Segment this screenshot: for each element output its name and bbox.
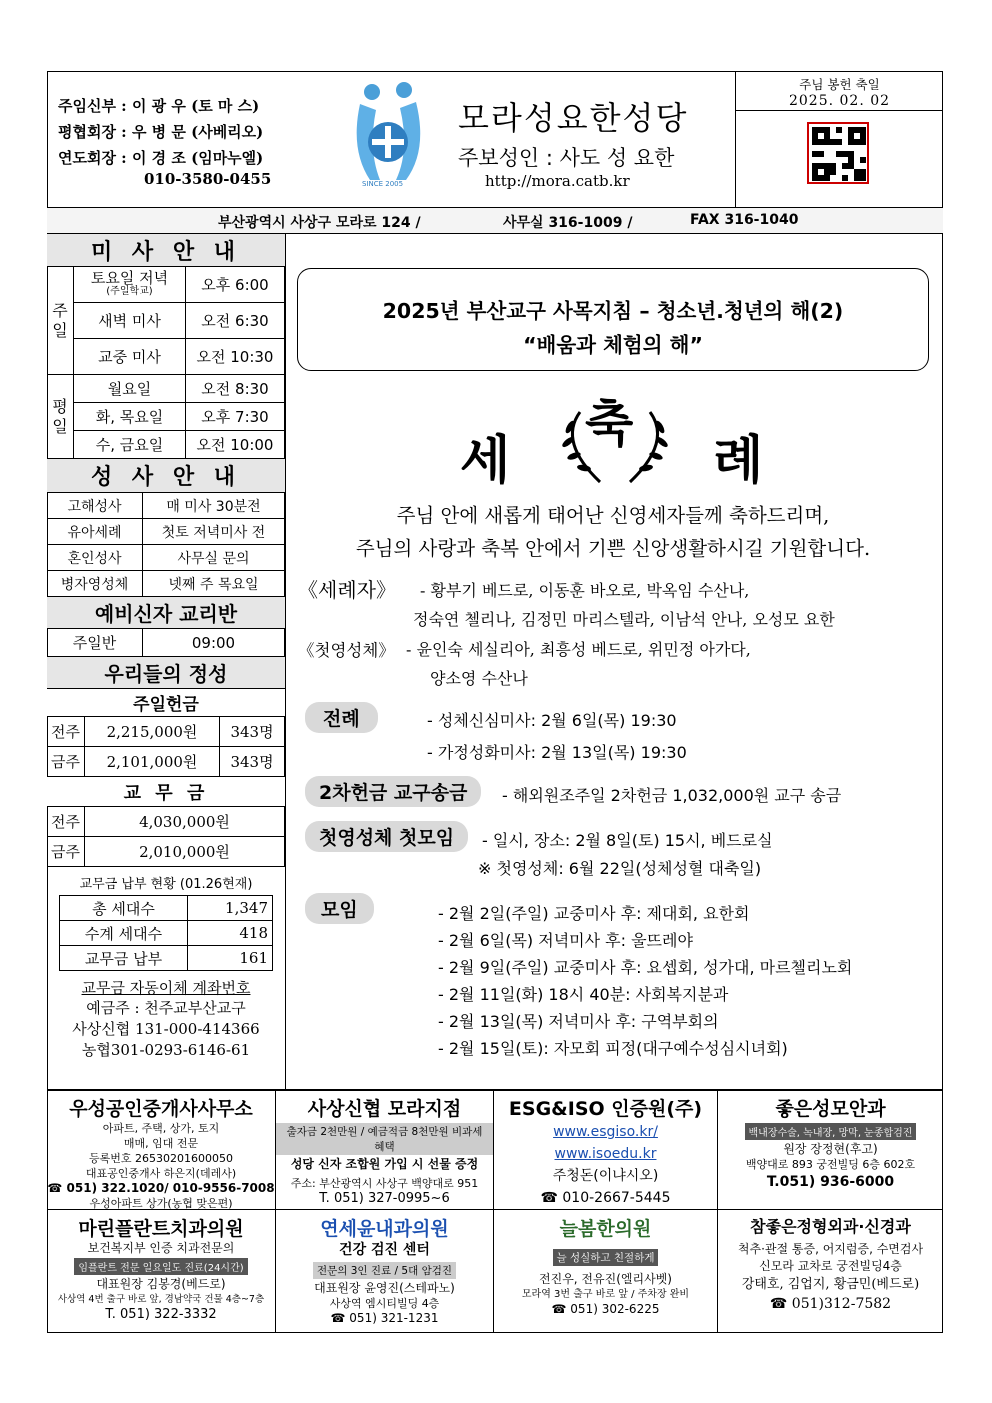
mass-title: 미 사 안 내 bbox=[47, 234, 285, 267]
sacrament-row bbox=[47, 493, 285, 519]
status-label: 수계 세대수 bbox=[60, 921, 188, 946]
account-title: 교무금 자동이체 계좌번호 bbox=[81, 979, 251, 997]
mass-row bbox=[74, 431, 285, 459]
mass-time: 오전 10:00 bbox=[186, 431, 285, 459]
section-title: 전례 bbox=[305, 702, 378, 733]
status-label: 총 세대수 bbox=[60, 896, 188, 921]
communion-line-2: 양소영 수산나 bbox=[430, 669, 528, 688]
mass-row bbox=[74, 375, 285, 403]
dues-amount: 2,010,000원 bbox=[85, 837, 285, 867]
offering-amount: 2,215,000원 bbox=[85, 717, 220, 747]
office-phone: 사무실 316-1009 / bbox=[503, 215, 633, 231]
section-title: 2차헌금 교구송금 bbox=[305, 776, 481, 807]
catechumen-row bbox=[47, 629, 285, 657]
staff-phone: 010-3580-0455 bbox=[144, 170, 272, 188]
ad-certification[interactable]: ESG&ISO 인증원(주) www.esgiso.kr/ www.isoedu.kr 주청돈(이냐시오) ☎ 010-2667-5445 bbox=[494, 1090, 718, 1210]
dues-status-title: 교무금 납부 현황 (01.26현재) bbox=[79, 877, 253, 892]
sacrament-value: 넷째 주 목요일 bbox=[143, 571, 285, 597]
greeting-line-1: 주님 안에 새롭게 태어난 신영세자들께 축하드리며, bbox=[396, 504, 830, 527]
mass-time: 오전 6:30 bbox=[186, 303, 285, 339]
sacrament-row bbox=[47, 545, 285, 571]
dues-status-table bbox=[59, 895, 273, 971]
offering-count: 343명 bbox=[220, 717, 285, 747]
banner-line-2: “배움과 체험의 해” bbox=[523, 333, 703, 357]
church-name: 모라성요한성당 bbox=[458, 99, 689, 137]
ad-realestate[interactable]: 우성공인중개사사무소 아파트, 주택, 상가, 토지 매매, 임대 전문 등록번호 26530201600050 대표공인중개사 하은지(데레사) ☎ 051) 322.1020/ 010-9556-7008 우성아파트 상가(농협 맞은편) bbox=[47, 1090, 276, 1210]
offering-amount: 2,101,000원 bbox=[85, 747, 220, 777]
mass-name: 새벽 미사 bbox=[74, 303, 186, 339]
weekday-label: 평일 bbox=[47, 375, 74, 459]
section-line: ※ 첫영성체: 6월 22일(성체성혈 대축일) bbox=[478, 859, 762, 878]
pastoral-banner bbox=[297, 268, 929, 371]
mass-name: 교중 미사 bbox=[74, 339, 186, 375]
address-bar bbox=[47, 207, 943, 234]
title-char-left: 세 bbox=[460, 431, 511, 491]
ad-title: 사상신협 모라지점 bbox=[307, 1098, 462, 1120]
section-line: - 2월 11일(화) 18시 40분: 사회복지분과 bbox=[438, 985, 729, 1004]
banner-line-1: 2025년 부산교구 사목지침 – 청소년.청년의 해(2) bbox=[382, 299, 844, 323]
account-line: 농협301-0293-6146-61 bbox=[81, 1041, 251, 1059]
staff-list bbox=[58, 92, 298, 196]
mass-row bbox=[74, 267, 285, 303]
ad-eye-clinic[interactable]: 좋은성모안과 백내장수술, 녹내장, 망막, 눈종합검진 원장 장정현(후고) 백양대로 893 궁전빌딩 6층 602호 T.051) 936-6000 bbox=[718, 1090, 943, 1210]
offering-row bbox=[47, 747, 285, 777]
baptized-line-1: - 황부기 베드로, 이동훈 바오로, 박옥임 수산나, bbox=[420, 581, 750, 600]
sacrament-name: 유아세례 bbox=[47, 519, 143, 545]
section-line: - 2월 2일(주일) 교중미사 후: 제대회, 요한회 bbox=[438, 904, 750, 923]
communion-label: 《첫영성체》 bbox=[298, 641, 395, 660]
church-url[interactable]: http://mora.catb.kr bbox=[485, 172, 630, 190]
patron-saint: 주보성인 : 사도 성 요한 bbox=[458, 146, 675, 170]
sunday-offering-title: 주일헌금 bbox=[47, 689, 285, 717]
offering-label: 금주 bbox=[47, 747, 85, 777]
status-value: 161 bbox=[188, 946, 273, 971]
bulletin-date: 2025. 02. 02 bbox=[788, 93, 891, 109]
section-title: 첫영성체 첫모임 bbox=[305, 821, 468, 852]
account-line: 예금주 : 천주교부산교구 bbox=[86, 999, 246, 1017]
section-line: - 가정성화미사: 2월 13일(목) 19:30 bbox=[427, 743, 687, 762]
sunday-name: 주님 봉헌 축일 bbox=[799, 77, 880, 92]
account-line: 사상신협 131-000-414366 bbox=[72, 1020, 260, 1038]
staff-row: 주임신부 : 이 광 우 (토 마 스) bbox=[58, 96, 260, 115]
catechumen-title: 예비신자 교리반 bbox=[47, 597, 285, 629]
offering-row bbox=[47, 717, 285, 747]
ad-orthopedics[interactable]: 참좋은정형외과·신경과 척추·관절 통증, 어지럼증, 수면검사 신모라 교차로 궁전빌딩4층 강태호, 김업지, 황금민(베드로) ☎ 051)312-7582 bbox=[718, 1210, 943, 1332]
sacrament-value: 첫토 저녁미사 전 bbox=[143, 519, 285, 545]
sacrament-value: 매 미사 30분전 bbox=[143, 493, 285, 519]
section-line: - 2월 15일(토): 자모회 피정(대구예수성심시녀회) bbox=[438, 1039, 788, 1058]
ad-internal-medicine[interactable]: 연세윤내과의원 건강 검진 센터 전문의 3인 진료 / 5대 암검진 대표원장 윤영진(스테파노) 사상역 엠시티빌딩 4층 ☎ 051) 321-1231 bbox=[276, 1210, 494, 1332]
mass-name: 월요일 bbox=[74, 375, 186, 403]
mass-time: 오전 10:30 bbox=[186, 339, 285, 375]
staff-row: 연도회장 : 이 경 조 (임마누엘) bbox=[58, 148, 264, 167]
mass-row bbox=[74, 339, 285, 375]
ad-dental[interactable]: 마린플란트치과의원 보건복지부 인증 치과전문의 임플란트 전문 일요일도 진료(24시간) 대표원장 김봉경(베드로) 사상역 4번 출구 바로 앞, 경남약국 건물 4층~7층 T. 051) 322-3332 bbox=[47, 1210, 276, 1332]
church-logo bbox=[346, 80, 430, 190]
date-box bbox=[735, 71, 943, 111]
sacrament-value: 사무실 문의 bbox=[143, 545, 285, 571]
section-title: 모임 bbox=[305, 893, 374, 924]
dues-label: 전주 bbox=[47, 807, 85, 837]
qr-code[interactable] bbox=[807, 122, 869, 184]
dues-amount: 4,030,000원 bbox=[85, 807, 285, 837]
mass-row bbox=[74, 403, 285, 431]
staff-row: 평협회장 : 우 병 문 (사베리오) bbox=[58, 122, 264, 141]
ad-title: 좋은성모안과 bbox=[775, 1098, 886, 1120]
church-address: 부산광역시 사상구 모라로 124 / bbox=[218, 215, 421, 231]
left-column bbox=[47, 234, 286, 1089]
mass-time: 오전 8:30 bbox=[186, 375, 285, 403]
divider bbox=[735, 111, 736, 207]
ad-title: 마린플란트치과의원 bbox=[78, 1218, 244, 1240]
dues-label: 금주 bbox=[47, 837, 85, 867]
dues-row bbox=[47, 837, 285, 867]
sacrament-name: 고해성사 bbox=[47, 493, 143, 519]
ad-title: 우성공인중개사사무소 bbox=[69, 1098, 253, 1120]
offering-label: 전주 bbox=[47, 717, 85, 747]
communion-line-1: - 윤인숙 세실리아, 최흥성 베드로, 위민정 아가다, bbox=[406, 640, 751, 659]
sacrament-row bbox=[47, 571, 285, 597]
sunday-label: 주일 bbox=[47, 267, 74, 375]
dues-row bbox=[47, 807, 285, 837]
section-line: - 2월 13일(목) 저녁미사 후: 구역부회의 bbox=[438, 1012, 719, 1031]
ad-title: 참좋은정형외과·신경과 bbox=[750, 1217, 911, 1236]
section-line: - 2월 9일(주일) 교중미사 후: 요셉회, 성가대, 마르첼리노회 bbox=[438, 958, 853, 977]
status-value: 1,347 bbox=[188, 896, 273, 921]
weekday-mass-group bbox=[47, 375, 285, 459]
baptized-line-2: 정숙연 첼리나, 김정민 마리스텔라, 이남석 안나, 오성모 요한 bbox=[413, 610, 835, 629]
mass-time: 오후 6:00 bbox=[186, 267, 285, 303]
mass-name: 화, 목요일 bbox=[74, 403, 186, 431]
status-row bbox=[60, 921, 273, 946]
mass-sub: (주일학교) bbox=[106, 285, 153, 297]
status-value: 418 bbox=[188, 921, 273, 946]
title-char-right: 례 bbox=[713, 431, 764, 491]
status-row bbox=[60, 896, 273, 921]
section-line: - 2월 6일(목) 저녁미사 후: 울뜨레야 bbox=[438, 931, 693, 950]
status-label: 교무금 납부 bbox=[60, 946, 188, 971]
ad-oriental-clinic[interactable]: 늘봄한의원 늘 성실하고 친절하게 전진우, 전유진(엘리사벳) 모라역 3번 출구 바로 앞 / 주차장 완비 ☎ 051) 302-6225 bbox=[494, 1210, 718, 1332]
baptized-label: 《세례자》 bbox=[298, 578, 396, 602]
sacrament-row bbox=[47, 519, 285, 545]
title-char-mid: 축 bbox=[585, 395, 634, 453]
greeting-line-2: 주님의 사랑과 축복 안에서 기쁜 신앙생활하시길 기원합니다. bbox=[355, 537, 871, 560]
catechumen-time: 09:00 bbox=[143, 629, 285, 657]
ad-title: ESG&ISO 인증원(주) bbox=[508, 1098, 703, 1120]
church-logo-icon bbox=[346, 80, 430, 190]
ad-title: 늘봄한의원 bbox=[559, 1218, 652, 1240]
catechumen-label: 주일반 bbox=[47, 629, 143, 657]
mass-row bbox=[74, 303, 285, 339]
status-row bbox=[60, 946, 273, 971]
section-line: - 일시, 장소: 2월 8일(토) 15시, 베드로실 bbox=[482, 831, 773, 850]
offering-count: 343명 bbox=[220, 747, 285, 777]
dues-title: 교 무 금 bbox=[47, 777, 285, 807]
sacrament-name: 병자영성체 bbox=[47, 571, 143, 597]
mass-name: 수, 금요일 bbox=[74, 431, 186, 459]
sacrament-title: 성 사 안 내 bbox=[47, 459, 285, 493]
mass-name: 토요일 저녁 bbox=[90, 268, 169, 287]
office-fax: FAX 316-1040 bbox=[690, 212, 799, 228]
sacrament-name: 혼인성사 bbox=[47, 545, 143, 571]
offering-title: 우리들의 정성 bbox=[47, 657, 285, 689]
section-line: - 해외원조주일 2차헌금 1,032,000원 교구 송금 bbox=[502, 786, 842, 805]
section-line: - 성체신심미사: 2월 6일(목) 19:30 bbox=[427, 711, 677, 730]
ad-credit-union[interactable]: 사상신협 모라지점 출자금 2천만원 / 예금적금 8천만원 비과세 혜택 성당 신자 조합원 가입 시 선물 증정 주소: 부산광역시 사상구 백양대로 951 T. 051) 327-0995~6 bbox=[276, 1090, 494, 1210]
sunday-mass-group bbox=[47, 267, 285, 375]
mass-time: 오후 7:30 bbox=[186, 403, 285, 431]
logo-since: SINCE 2005 bbox=[362, 180, 404, 188]
qr-code-icon bbox=[812, 127, 866, 181]
ad-title: 연세윤내과의원 bbox=[320, 1218, 449, 1240]
